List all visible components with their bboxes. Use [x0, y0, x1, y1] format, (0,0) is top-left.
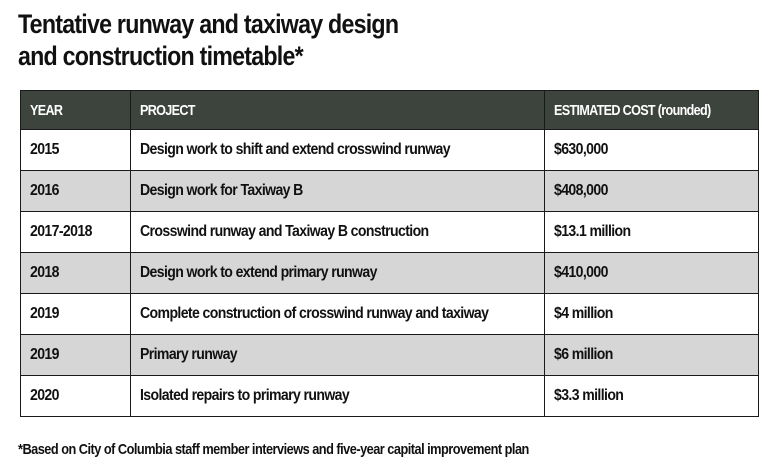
cell-year: 2016 [21, 171, 131, 212]
cell-year: 2018 [21, 253, 131, 294]
cell-cost: $13.1 million [545, 212, 759, 253]
cell-project: Primary runway [131, 335, 545, 376]
cell-project: Crosswind runway and Taxiway B construction [131, 212, 545, 253]
table-row [21, 294, 759, 335]
cell-project: Design work to extend primary runway [131, 253, 545, 294]
title-line-2: and construction timetable* [18, 41, 303, 71]
title-line-1: Tentative runway and taxiway design [18, 9, 399, 39]
cell-cost: $408,000 [545, 171, 759, 212]
header-year: YEAR [21, 91, 131, 130]
cell-year: 2017-2018 [21, 212, 131, 253]
cell-year: 2019 [21, 335, 131, 376]
cell-year: 2015 [21, 130, 131, 171]
footnote: *Based on City of Columbia staff member interviews and five-year capital improvement plan [18, 441, 529, 458]
page-title [18, 8, 620, 72]
table-row [21, 130, 759, 171]
table-header-row [21, 91, 759, 130]
header-project: PROJECT [131, 91, 545, 130]
cell-project: Design work to shift and extend crosswind runway [131, 130, 545, 171]
cell-cost: $4 million [545, 294, 759, 335]
cell-cost: $630,000 [545, 130, 759, 171]
cell-cost: $3.3 million [545, 376, 759, 417]
table-row [21, 171, 759, 212]
header-cost: ESTIMATED COST (rounded) [545, 91, 759, 130]
cell-year: 2019 [21, 294, 131, 335]
table-row [21, 335, 759, 376]
cell-project: Complete construction of crosswind runway and taxiway [131, 294, 545, 335]
cell-project: Design work for Taxiway B [131, 171, 545, 212]
cell-project: Isolated repairs to primary runway [131, 376, 545, 417]
cell-cost: $410,000 [545, 253, 759, 294]
timetable-table [20, 90, 759, 417]
table-row [21, 376, 759, 417]
cell-cost: $6 million [545, 335, 759, 376]
table-row [21, 212, 759, 253]
cell-year: 2020 [21, 376, 131, 417]
table-row [21, 253, 759, 294]
